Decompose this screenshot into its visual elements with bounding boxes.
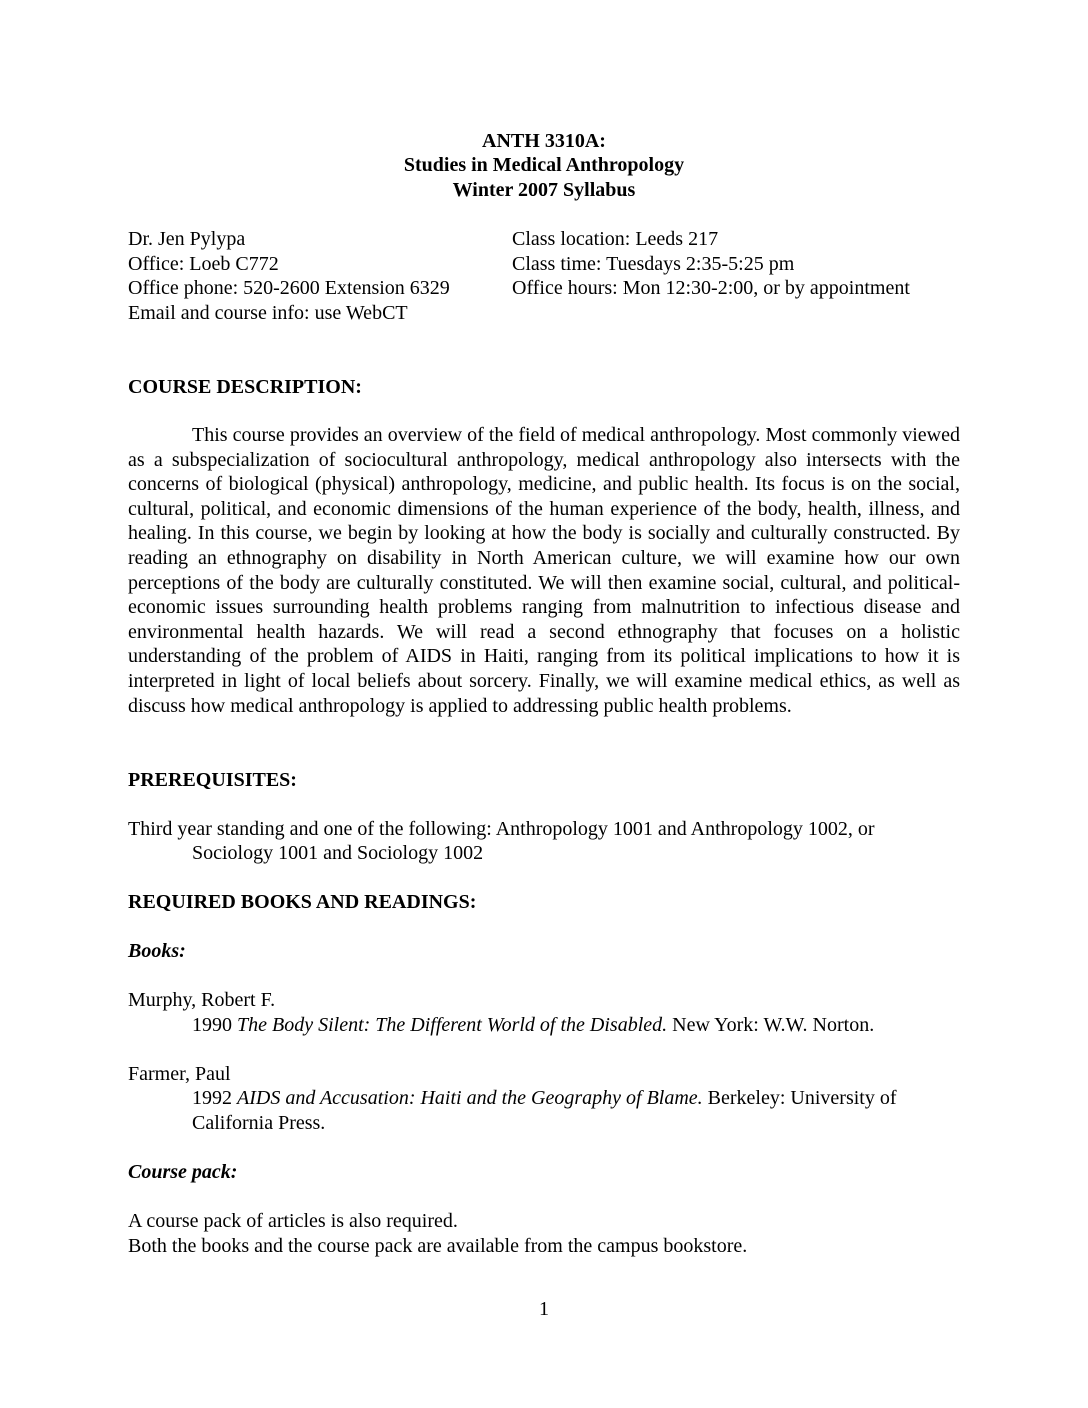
course-description-body: This course provides an overview of the field of medical anthropology. Most commonly viewed as a subspecialization of sociocultural anthropology, medical anthropology also intersects with the concerns of biological (physical) anthropology, medicine, and public health. Its focus is on the social, cultural, political, and economic dimensions of the human experience of the body, health, illness, and healing. In this course, we begin by looking at how the body is socially and culturally constructed. By reading an ethnography on disability in North American culture, we will examine how our own perceptions of the body are culturally constituted. We will then examine social, cultural, and political-economic issues surrounding health problems ranging from malnutrition to infectious disease and environmental health hazards. We will read a second ethnography that focuses on a holistic understanding of the problem of AIDS in Haiti, ranging from its political implications to how it is interpreted in light of local beliefs about sorcery. Finally, we will examine medical ethics, as well as discuss how medical anthropology is applied to addressing public health problems.: [128, 424, 960, 717]
prerequisites-line-1: Third year standing and one of the following: Anthropology 1001 and Anthropology 1002, or: [128, 818, 875, 840]
book-2-citation-cont: California Press.: [192, 1112, 326, 1134]
readings-heading: REQUIRED BOOKS AND READINGS:: [128, 891, 477, 913]
class-location: Class location: Leeds 217: [512, 228, 719, 250]
course-code: ANTH 3310A:: [482, 130, 606, 152]
course-description-heading: COURSE DESCRIPTION:: [128, 376, 362, 398]
book-1-author: Murphy, Robert F.: [128, 989, 276, 1011]
email-info: Email and course info: use WebCT: [128, 302, 408, 324]
course-title: Studies in Medical Anthropology: [403, 154, 685, 176]
prerequisites-heading: PREREQUISITES:: [128, 769, 297, 791]
page-number: 1: [539, 1298, 549, 1320]
course-pack-line-1: A course pack of articles is also required.: [128, 1210, 458, 1232]
book-1-citation: 1990 The Body Silent: The Different World of the Disabled. New York: W.W. Norton.: [192, 1014, 875, 1036]
term-title: Winter 2007 Syllabus: [452, 179, 636, 201]
book-2-citation: 1992 AIDS and Accusation: Haiti and the Geography of Blame. Berkeley: University of: [192, 1087, 897, 1109]
course-pack-heading: Course pack:: [128, 1161, 238, 1183]
course-pack-line-2: Both the books and the course pack are available from the campus bookstore.: [128, 1235, 748, 1257]
office-hours: Office hours: Mon 12:30-2:00, or by appointment: [512, 277, 910, 299]
office: Office: Loeb C772: [128, 253, 279, 275]
class-time: Class time: Tuesdays 2:35-5:25 pm: [512, 253, 795, 275]
books-heading: Books:: [128, 940, 186, 962]
office-phone: Office phone: 520-2600 Extension 6329: [128, 277, 450, 299]
prerequisites-line-2: Sociology 1001 and Sociology 1002: [192, 842, 484, 864]
instructor-name: Dr. Jen Pylypa: [128, 228, 246, 250]
book-2-author: Farmer, Paul: [128, 1063, 231, 1085]
